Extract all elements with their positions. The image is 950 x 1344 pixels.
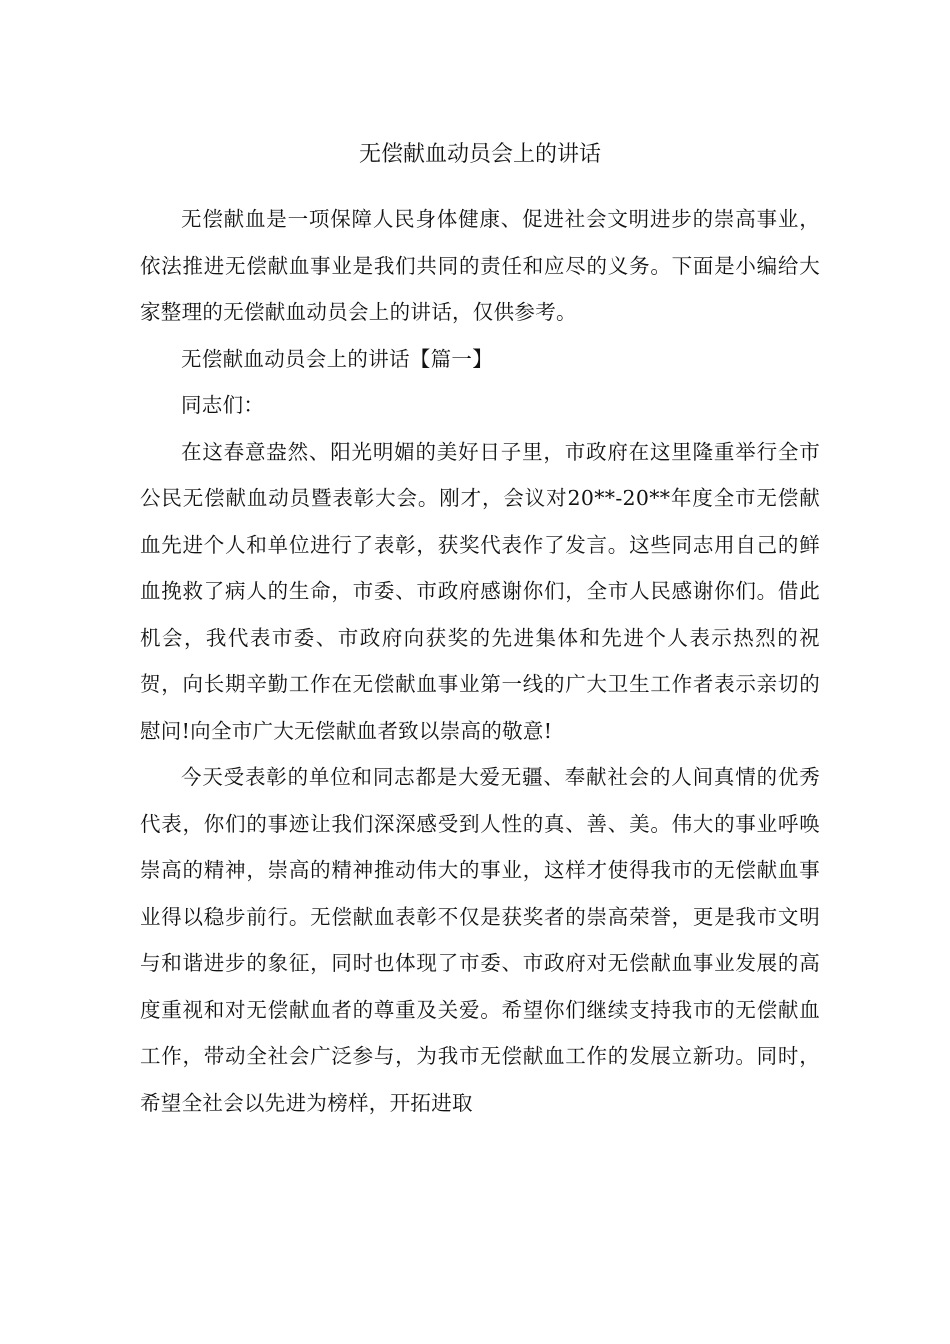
document-title: 无偿献血动员会上的讲话	[358, 142, 601, 167]
intro-paragraph: 无偿献血是一项保障人民身体健康、促进社会文明进步的崇高事业，依法推进无偿献血事业是我们共同的责任和应尽的义务。下面是小编给大家整理的无偿献血动员会上的讲话，仅供参考。	[140, 207, 820, 324]
document-page	[140, 138, 820, 1126]
salutation: 同志们：	[181, 393, 265, 417]
body-paragraph: 今天受表彰的单位和同志都是大爱无疆、奉献社会的人间真情的优秀代表，你们的事迹让我们深深感受到人性的真、善、美。伟大的事业呼唤崇高的精神，崇高的精神推动伟大的事业，这样才使得我市的无偿献血事业得以稳步前行。无偿献血表彰不仅是获奖者的崇高荣誉，更是我市文明与和谐进步的象征，同时也体现了市委、市政府对无偿献血事业发展的高度重视和对无偿献血者的尊重及关爱。希望你们继续支持我市的无偿献血工作，带动全社会广泛参与，为我市无偿献血工作的发展立新功。同时，希望全社会以先进为榜样，开拓进取	[140, 765, 820, 1115]
section-heading: 无偿献血动员会上的讲话【篇一】	[181, 346, 493, 371]
body-paragraph: 在这春意盎然、阳光明媚的美好日子里，市政府在这里隆重举行全市公民无偿献血动员暨表彰大会。刚才，会议对20**-20**年度全市无偿献血先进个人和单位进行了表彰，获奖代表作了发言。这些同志用自己的鲜血挽救了病人的生命，市委、市政府感谢你们，全市人民感谢你们。借此机会，我代表市委、市政府向获奖的先进集体和先进个人表示热烈的祝贺，向长期辛勤工作在无偿献血事业第一线的广大卫生工作者表示亲切的慰问!向全市广大无偿献血者致以崇高的敬意!	[140, 439, 820, 743]
